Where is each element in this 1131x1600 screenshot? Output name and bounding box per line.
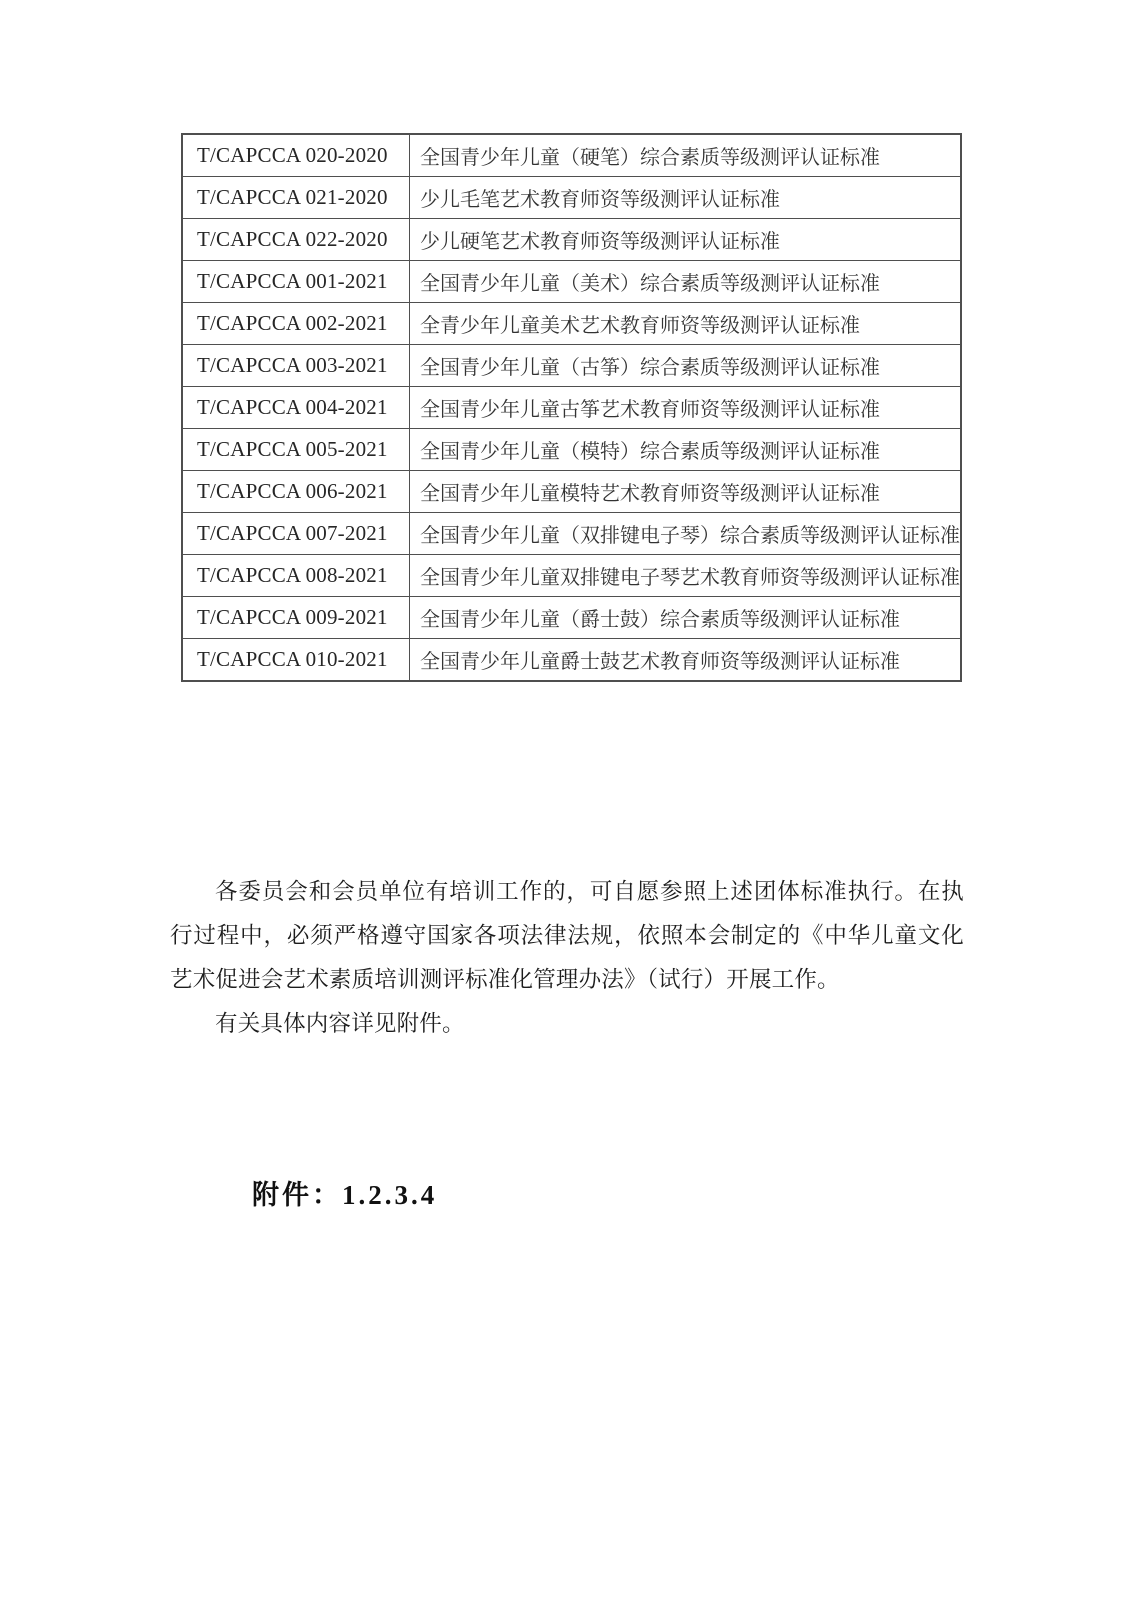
standard-code-cell: T/CAPCCA 010-2021 <box>182 639 410 682</box>
table-row <box>182 345 961 387</box>
standards-table <box>181 133 962 682</box>
table-row <box>182 177 961 219</box>
standard-name-cell: 全国青少年儿童（双排键电子琴）综合素质等级测评认证标准 <box>410 513 962 555</box>
standard-name-cell: 全国青少年儿童爵士鼓艺术教育师资等级测评认证标准 <box>410 639 962 682</box>
standard-code-cell: T/CAPCCA 002-2021 <box>182 303 410 345</box>
standard-name-cell: 全国青少年儿童（模特）综合素质等级测评认证标准 <box>410 429 962 471</box>
table-row <box>182 303 961 345</box>
body-text-block <box>170 870 964 1046</box>
standard-name-cell: 少儿毛笔艺术教育师资等级测评认证标准 <box>410 177 962 219</box>
table-row <box>182 513 961 555</box>
standard-code-cell: T/CAPCCA 007-2021 <box>182 513 410 555</box>
paragraph-see-attachment: 有关具体内容详见附件。 <box>215 1011 465 1036</box>
standard-code-cell: T/CAPCCA 022-2020 <box>182 219 410 261</box>
paragraph-compliance: 各委员会和会员单位有培训工作的，可自愿参照上述团体标准执行。在执行过程中，必须严格遵守国家各项法律法规，依照本会制定的《中华儿童文化艺术促进会艺术素质培训测评标准化管理办法》（试行）开展工作。 <box>170 879 964 992</box>
standard-name-cell: 全国青少年儿童双排键电子琴艺术教育师资等级测评认证标准 <box>410 555 962 597</box>
standard-name-cell: 全国青少年儿童（爵士鼓）综合素质等级测评认证标准 <box>410 597 962 639</box>
standard-code-cell: T/CAPCCA 004-2021 <box>182 387 410 429</box>
table-row <box>182 471 961 513</box>
standard-name-cell: 全国青少年儿童（硬笔）综合素质等级测评认证标准 <box>410 134 962 177</box>
table-row <box>182 555 961 597</box>
standard-name-cell: 全国青少年儿童模特艺术教育师资等级测评认证标准 <box>410 471 962 513</box>
standard-name-cell: 少儿硬笔艺术教育师资等级测评认证标准 <box>410 219 962 261</box>
standard-code-cell: T/CAPCCA 005-2021 <box>182 429 410 471</box>
table-row <box>182 429 961 471</box>
standard-code-cell: T/CAPCCA 020-2020 <box>182 134 410 177</box>
table-row <box>182 134 961 177</box>
standard-name-cell: 全国青少年儿童（美术）综合素质等级测评认证标准 <box>410 261 962 303</box>
standards-table-body <box>182 134 961 681</box>
table-row <box>182 219 961 261</box>
attachment-label: 附件：1.2.3.4 <box>252 1180 438 1210</box>
table-row <box>182 639 961 682</box>
standard-name-cell: 全国青少年儿童古筝艺术教育师资等级测评认证标准 <box>410 387 962 429</box>
standard-code-cell: T/CAPCCA 006-2021 <box>182 471 410 513</box>
standard-code-cell: T/CAPCCA 021-2020 <box>182 177 410 219</box>
table-row <box>182 387 961 429</box>
table-row <box>182 261 961 303</box>
table-row <box>182 597 961 639</box>
standard-name-cell: 全国青少年儿童（古筝）综合素质等级测评认证标准 <box>410 345 962 387</box>
standard-code-cell: T/CAPCCA 001-2021 <box>182 261 410 303</box>
standard-code-cell: T/CAPCCA 003-2021 <box>182 345 410 387</box>
standard-code-cell: T/CAPCCA 009-2021 <box>182 597 410 639</box>
standard-code-cell: T/CAPCCA 008-2021 <box>182 555 410 597</box>
standard-name-cell: 全青少年儿童美术艺术教育师资等级测评认证标准 <box>410 303 962 345</box>
